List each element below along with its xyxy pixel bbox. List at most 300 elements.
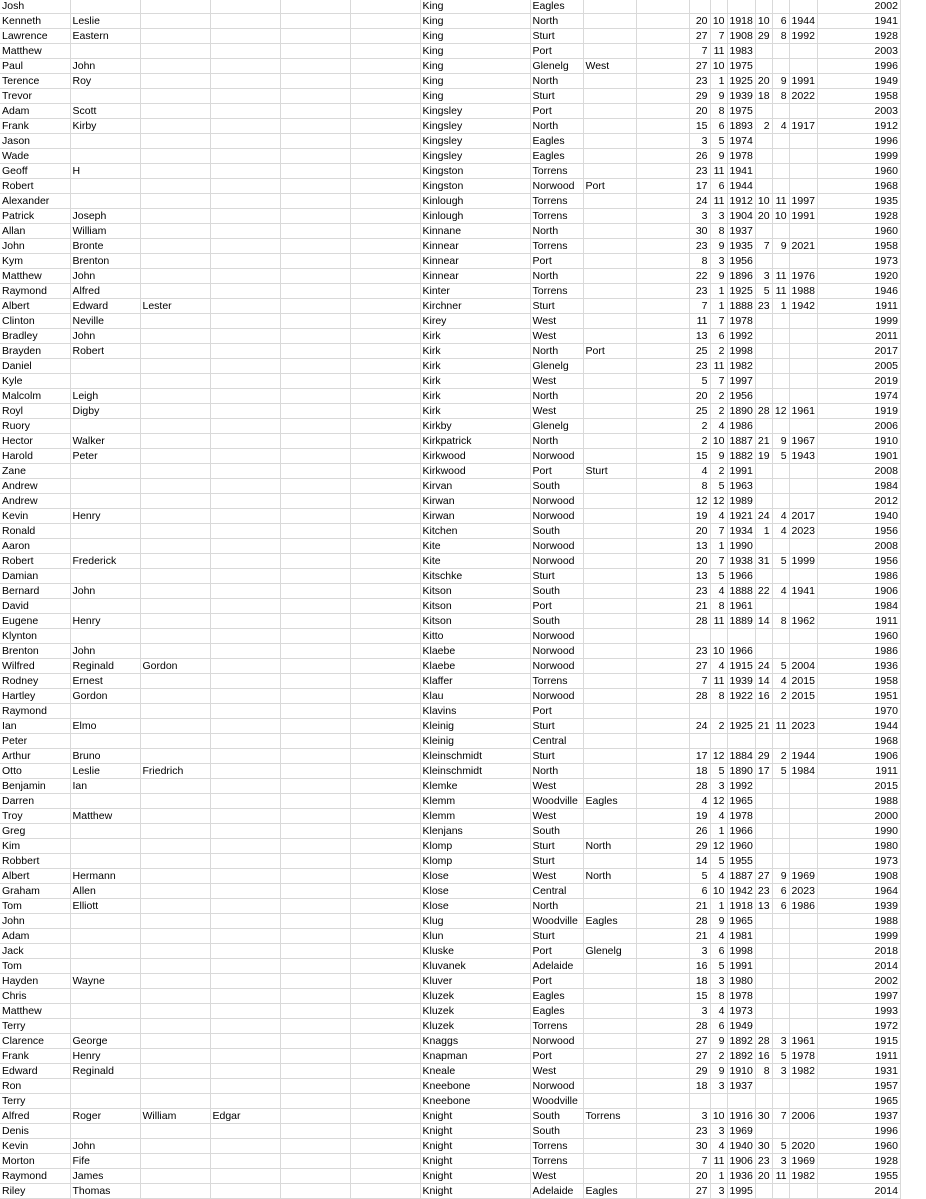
cell-birth-year[interactable]: 1887 <box>727 434 755 449</box>
cell-birth-day[interactable]: 23 <box>689 644 710 659</box>
cell-death-year[interactable]: 1941 <box>789 584 817 599</box>
cell-fourth-name[interactable] <box>210 554 280 569</box>
cell-debut-year[interactable]: 1939 <box>817 899 900 914</box>
cell-second-name[interactable] <box>70 149 140 164</box>
cell-first-name[interactable]: Royl <box>0 404 70 419</box>
cell-empty-col-e[interactable] <box>280 344 350 359</box>
cell-empty-col-e[interactable] <box>280 914 350 929</box>
cell-club-2[interactable] <box>583 254 636 269</box>
cell-birth-day[interactable]: 20 <box>689 554 710 569</box>
cell-death-month[interactable] <box>772 389 789 404</box>
cell-fourth-name[interactable] <box>210 464 280 479</box>
cell-surname[interactable]: Kingston <box>420 164 530 179</box>
cell-death-month[interactable]: 11 <box>772 1169 789 1184</box>
cell-birth-day[interactable]: 27 <box>689 59 710 74</box>
cell-death-day[interactable]: 17 <box>755 764 772 779</box>
cell-club-1[interactable]: Port <box>530 464 583 479</box>
cell-death-day[interactable]: 5 <box>755 284 772 299</box>
cell-death-year[interactable]: 1992 <box>789 29 817 44</box>
cell-fourth-name[interactable] <box>210 974 280 989</box>
cell-death-day[interactable] <box>755 644 772 659</box>
cell-third-name[interactable] <box>140 14 210 29</box>
cell-debut-year[interactable]: 1951 <box>817 689 900 704</box>
cell-birth-month[interactable]: 4 <box>710 929 727 944</box>
cell-club-1[interactable]: Port <box>530 974 583 989</box>
cell-death-day[interactable]: 30 <box>755 1109 772 1124</box>
cell-club-1[interactable]: South <box>530 1124 583 1139</box>
cell-birth-day[interactable]: 13 <box>689 539 710 554</box>
cell-birth-month[interactable]: 6 <box>710 1019 727 1034</box>
cell-empty-col-f[interactable] <box>350 434 420 449</box>
cell-birth-month[interactable]: 3 <box>710 254 727 269</box>
cell-empty-col-e[interactable] <box>280 824 350 839</box>
cell-death-day[interactable] <box>755 59 772 74</box>
cell-surname[interactable]: Kluzek <box>420 1004 530 1019</box>
cell-birth-year[interactable]: 1961 <box>727 599 755 614</box>
cell-fourth-name[interactable] <box>210 644 280 659</box>
cell-club-1[interactable]: Norwood <box>530 539 583 554</box>
cell-empty-col-e[interactable] <box>280 224 350 239</box>
cell-birth-month[interactable]: 11 <box>710 614 727 629</box>
cell-empty-col-e[interactable] <box>280 539 350 554</box>
cell-death-month[interactable] <box>772 164 789 179</box>
cell-death-month[interactable]: 11 <box>772 284 789 299</box>
cell-death-year[interactable]: 1984 <box>789 764 817 779</box>
cell-club-3[interactable] <box>636 1004 689 1019</box>
cell-death-month[interactable] <box>772 734 789 749</box>
cell-birth-day[interactable]: 13 <box>689 329 710 344</box>
cell-surname[interactable]: Kirkwood <box>420 464 530 479</box>
cell-surname[interactable]: Klau <box>420 689 530 704</box>
cell-second-name[interactable]: Joseph <box>70 209 140 224</box>
cell-death-day[interactable]: 19 <box>755 449 772 464</box>
cell-third-name[interactable] <box>140 254 210 269</box>
cell-empty-col-f[interactable] <box>350 584 420 599</box>
cell-club-3[interactable] <box>636 134 689 149</box>
cell-empty-col-f[interactable] <box>350 764 420 779</box>
cell-empty-col-f[interactable] <box>350 194 420 209</box>
cell-birth-year[interactable]: 1939 <box>727 674 755 689</box>
cell-club-3[interactable] <box>636 614 689 629</box>
cell-third-name[interactable] <box>140 1019 210 1034</box>
cell-second-name[interactable]: Scott <box>70 104 140 119</box>
cell-third-name[interactable]: Friedrich <box>140 764 210 779</box>
cell-club-3[interactable] <box>636 1169 689 1184</box>
cell-first-name[interactable]: Otto <box>0 764 70 779</box>
cell-second-name[interactable]: H <box>70 164 140 179</box>
cell-death-month[interactable]: 12 <box>772 404 789 419</box>
cell-birth-month[interactable]: 3 <box>710 974 727 989</box>
cell-birth-month[interactable]: 8 <box>710 104 727 119</box>
cell-club-2[interactable] <box>583 1079 636 1094</box>
cell-third-name[interactable] <box>140 884 210 899</box>
cell-birth-month[interactable]: 4 <box>710 1139 727 1154</box>
cell-fourth-name[interactable] <box>210 944 280 959</box>
cell-birth-year[interactable]: 1965 <box>727 794 755 809</box>
cell-first-name[interactable]: Kim <box>0 839 70 854</box>
cell-club-2[interactable] <box>583 1154 636 1169</box>
cell-first-name[interactable]: Frank <box>0 1049 70 1064</box>
cell-second-name[interactable]: John <box>70 329 140 344</box>
cell-club-3[interactable] <box>636 479 689 494</box>
cell-fourth-name[interactable] <box>210 614 280 629</box>
cell-birth-day[interactable]: 25 <box>689 344 710 359</box>
cell-birth-year[interactable]: 1966 <box>727 824 755 839</box>
cell-surname[interactable]: King <box>420 74 530 89</box>
cell-club-3[interactable] <box>636 599 689 614</box>
cell-empty-col-f[interactable] <box>350 1079 420 1094</box>
cell-empty-col-e[interactable] <box>280 419 350 434</box>
cell-death-day[interactable]: 27 <box>755 869 772 884</box>
cell-death-year[interactable] <box>789 989 817 1004</box>
cell-surname[interactable]: Kirwan <box>420 509 530 524</box>
cell-third-name[interactable] <box>140 419 210 434</box>
cell-empty-col-f[interactable] <box>350 104 420 119</box>
cell-birth-year[interactable]: 1918 <box>727 14 755 29</box>
cell-first-name[interactable]: Raymond <box>0 704 70 719</box>
cell-debut-year[interactable]: 1955 <box>817 1169 900 1184</box>
cell-first-name[interactable]: Riley <box>0 1184 70 1199</box>
cell-birth-year[interactable]: 1916 <box>727 1109 755 1124</box>
cell-birth-day[interactable]: 7 <box>689 1154 710 1169</box>
cell-birth-year[interactable] <box>727 1094 755 1109</box>
cell-death-year[interactable] <box>789 494 817 509</box>
cell-fourth-name[interactable] <box>210 929 280 944</box>
cell-empty-col-e[interactable] <box>280 584 350 599</box>
cell-birth-day[interactable]: 23 <box>689 164 710 179</box>
cell-birth-month[interactable]: 9 <box>710 239 727 254</box>
cell-first-name[interactable]: Clarence <box>0 1034 70 1049</box>
cell-birth-month[interactable]: 12 <box>710 494 727 509</box>
cell-first-name[interactable]: Albert <box>0 869 70 884</box>
cell-empty-col-f[interactable] <box>350 704 420 719</box>
cell-club-1[interactable]: West <box>530 404 583 419</box>
cell-surname[interactable]: Kluzek <box>420 1019 530 1034</box>
cell-death-year[interactable]: 1997 <box>789 194 817 209</box>
cell-death-day[interactable] <box>755 734 772 749</box>
cell-club-1[interactable]: Eagles <box>530 1004 583 1019</box>
cell-death-day[interactable] <box>755 989 772 1004</box>
cell-empty-col-f[interactable] <box>350 209 420 224</box>
cell-birth-year[interactable]: 1978 <box>727 989 755 1004</box>
cell-empty-col-e[interactable] <box>280 1169 350 1184</box>
cell-death-day[interactable] <box>755 839 772 854</box>
cell-second-name[interactable]: Reginald <box>70 659 140 674</box>
cell-surname[interactable]: Knight <box>420 1124 530 1139</box>
cell-second-name[interactable] <box>70 419 140 434</box>
cell-death-year[interactable]: 2015 <box>789 674 817 689</box>
cell-surname[interactable]: Kneebone <box>420 1079 530 1094</box>
cell-fourth-name[interactable] <box>210 1034 280 1049</box>
cell-first-name[interactable]: Rodney <box>0 674 70 689</box>
cell-club-2[interactable] <box>583 1019 636 1034</box>
cell-club-2[interactable] <box>583 824 636 839</box>
cell-third-name[interactable] <box>140 899 210 914</box>
cell-fourth-name[interactable] <box>210 989 280 1004</box>
cell-birth-month[interactable]: 4 <box>710 419 727 434</box>
cell-club-2[interactable] <box>583 614 636 629</box>
cell-second-name[interactable]: Walker <box>70 434 140 449</box>
cell-birth-year[interactable]: 1910 <box>727 1064 755 1079</box>
cell-death-day[interactable] <box>755 539 772 554</box>
cell-empty-col-f[interactable] <box>350 929 420 944</box>
cell-empty-col-f[interactable] <box>350 344 420 359</box>
cell-first-name[interactable]: Chris <box>0 989 70 1004</box>
cell-fourth-name[interactable] <box>210 959 280 974</box>
cell-death-year[interactable] <box>789 959 817 974</box>
cell-birth-day[interactable]: 5 <box>689 869 710 884</box>
cell-birth-day[interactable]: 16 <box>689 959 710 974</box>
cell-birth-year[interactable]: 1949 <box>727 1019 755 1034</box>
cell-club-2[interactable] <box>583 209 636 224</box>
cell-club-3[interactable] <box>636 704 689 719</box>
cell-third-name[interactable] <box>140 344 210 359</box>
cell-birth-month[interactable]: 11 <box>710 359 727 374</box>
cell-fourth-name[interactable] <box>210 164 280 179</box>
cell-birth-day[interactable]: 26 <box>689 824 710 839</box>
cell-surname[interactable]: Kneale <box>420 1064 530 1079</box>
cell-death-day[interactable] <box>755 359 772 374</box>
cell-club-1[interactable]: West <box>530 809 583 824</box>
cell-empty-col-e[interactable] <box>280 1154 350 1169</box>
cell-third-name[interactable] <box>140 464 210 479</box>
cell-birth-month[interactable]: 9 <box>710 1034 727 1049</box>
cell-second-name[interactable] <box>70 464 140 479</box>
cell-empty-col-f[interactable] <box>350 14 420 29</box>
cell-surname[interactable]: Kitson <box>420 599 530 614</box>
cell-birth-year[interactable]: 1992 <box>727 329 755 344</box>
cell-first-name[interactable]: Hayden <box>0 974 70 989</box>
cell-birth-month[interactable]: 6 <box>710 179 727 194</box>
cell-first-name[interactable]: Matthew <box>0 1004 70 1019</box>
cell-club-1[interactable]: Norwood <box>530 644 583 659</box>
cell-death-day[interactable] <box>755 599 772 614</box>
cell-empty-col-f[interactable] <box>350 1169 420 1184</box>
cell-empty-col-e[interactable] <box>280 194 350 209</box>
cell-death-month[interactable] <box>772 959 789 974</box>
cell-empty-col-e[interactable] <box>280 479 350 494</box>
cell-birth-year[interactable]: 1942 <box>727 884 755 899</box>
cell-empty-col-e[interactable] <box>280 179 350 194</box>
cell-surname[interactable]: Kitson <box>420 614 530 629</box>
cell-fourth-name[interactable] <box>210 1094 280 1109</box>
cell-club-3[interactable] <box>636 1094 689 1109</box>
cell-death-month[interactable]: 4 <box>772 674 789 689</box>
cell-club-3[interactable] <box>636 524 689 539</box>
cell-empty-col-f[interactable] <box>350 989 420 1004</box>
cell-birth-day[interactable]: 23 <box>689 284 710 299</box>
cell-surname[interactable]: Knight <box>420 1169 530 1184</box>
cell-surname[interactable]: Klug <box>420 914 530 929</box>
cell-third-name[interactable] <box>140 164 210 179</box>
cell-surname[interactable]: Kitson <box>420 584 530 599</box>
cell-first-name[interactable]: David <box>0 599 70 614</box>
cell-debut-year[interactable]: 1944 <box>817 719 900 734</box>
cell-club-2[interactable] <box>583 689 636 704</box>
cell-empty-col-e[interactable] <box>280 1109 350 1124</box>
cell-death-month[interactable] <box>772 599 789 614</box>
cell-birth-month[interactable] <box>710 734 727 749</box>
cell-club-1[interactable]: Torrens <box>530 284 583 299</box>
cell-birth-month[interactable]: 4 <box>710 1004 727 1019</box>
cell-death-day[interactable]: 21 <box>755 434 772 449</box>
cell-surname[interactable]: Kingsley <box>420 134 530 149</box>
cell-debut-year[interactable]: 2012 <box>817 494 900 509</box>
cell-third-name[interactable] <box>140 959 210 974</box>
cell-club-3[interactable] <box>636 29 689 44</box>
cell-first-name[interactable]: Aaron <box>0 539 70 554</box>
cell-surname[interactable]: Kleinschmidt <box>420 764 530 779</box>
cell-club-2[interactable] <box>583 974 636 989</box>
cell-club-1[interactable]: Torrens <box>530 239 583 254</box>
cell-birth-year[interactable]: 1980 <box>727 974 755 989</box>
cell-birth-month[interactable]: 2 <box>710 464 727 479</box>
cell-club-2[interactable] <box>583 164 636 179</box>
cell-debut-year[interactable]: 1960 <box>817 629 900 644</box>
cell-empty-col-e[interactable] <box>280 74 350 89</box>
cell-birth-year[interactable]: 1966 <box>727 569 755 584</box>
cell-surname[interactable]: Kneebone <box>420 1094 530 1109</box>
cell-empty-col-e[interactable] <box>280 719 350 734</box>
cell-birth-year[interactable]: 1887 <box>727 869 755 884</box>
cell-birth-year[interactable]: 1991 <box>727 464 755 479</box>
cell-club-1[interactable]: Sturt <box>530 29 583 44</box>
cell-fourth-name[interactable] <box>210 134 280 149</box>
cell-club-1[interactable]: Sturt <box>530 89 583 104</box>
cell-fourth-name[interactable] <box>210 584 280 599</box>
cell-death-day[interactable]: 29 <box>755 749 772 764</box>
cell-birth-year[interactable] <box>727 704 755 719</box>
cell-first-name[interactable]: Kenneth <box>0 14 70 29</box>
cell-death-month[interactable] <box>772 134 789 149</box>
cell-debut-year[interactable]: 1957 <box>817 1079 900 1094</box>
cell-birth-year[interactable]: 1925 <box>727 284 755 299</box>
cell-empty-col-f[interactable] <box>350 944 420 959</box>
cell-death-month[interactable]: 4 <box>772 584 789 599</box>
cell-death-month[interactable] <box>772 704 789 719</box>
cell-surname[interactable]: Klavins <box>420 704 530 719</box>
cell-second-name[interactable]: Brenton <box>70 254 140 269</box>
cell-birth-day[interactable]: 7 <box>689 44 710 59</box>
cell-second-name[interactable] <box>70 929 140 944</box>
cell-birth-day[interactable]: 27 <box>689 1049 710 1064</box>
cell-birth-day[interactable]: 27 <box>689 29 710 44</box>
cell-first-name[interactable]: Jack <box>0 944 70 959</box>
cell-death-day[interactable] <box>755 134 772 149</box>
cell-fourth-name[interactable] <box>210 509 280 524</box>
cell-surname[interactable]: Kite <box>420 539 530 554</box>
cell-fourth-name[interactable] <box>210 854 280 869</box>
cell-debut-year[interactable]: 1973 <box>817 854 900 869</box>
cell-club-3[interactable] <box>636 359 689 374</box>
cell-surname[interactable]: Klose <box>420 869 530 884</box>
cell-first-name[interactable]: Bradley <box>0 329 70 344</box>
cell-club-2[interactable] <box>583 239 636 254</box>
cell-empty-col-e[interactable] <box>280 14 350 29</box>
cell-debut-year[interactable]: 1968 <box>817 179 900 194</box>
cell-third-name[interactable] <box>140 749 210 764</box>
cell-death-day[interactable]: 14 <box>755 614 772 629</box>
cell-birth-month[interactable]: 3 <box>710 779 727 794</box>
cell-birth-month[interactable]: 8 <box>710 224 727 239</box>
cell-fourth-name[interactable] <box>210 764 280 779</box>
cell-club-1[interactable]: West <box>530 374 583 389</box>
cell-surname[interactable]: Kirk <box>420 374 530 389</box>
cell-death-day[interactable] <box>755 44 772 59</box>
cell-birth-year[interactable]: 1944 <box>727 179 755 194</box>
cell-empty-col-e[interactable] <box>280 119 350 134</box>
cell-birth-year[interactable]: 1978 <box>727 149 755 164</box>
cell-surname[interactable]: Kluzek <box>420 989 530 1004</box>
cell-empty-col-f[interactable] <box>350 539 420 554</box>
cell-death-day[interactable] <box>755 974 772 989</box>
cell-fourth-name[interactable] <box>210 1124 280 1139</box>
cell-birth-month[interactable]: 12 <box>710 749 727 764</box>
cell-empty-col-f[interactable] <box>350 749 420 764</box>
cell-club-2[interactable] <box>583 449 636 464</box>
cell-second-name[interactable] <box>70 89 140 104</box>
cell-third-name[interactable] <box>140 329 210 344</box>
cell-death-day[interactable]: 31 <box>755 554 772 569</box>
cell-empty-col-f[interactable] <box>350 239 420 254</box>
cell-birth-year[interactable]: 1935 <box>727 239 755 254</box>
cell-second-name[interactable]: George <box>70 1034 140 1049</box>
cell-club-1[interactable]: West <box>530 1064 583 1079</box>
cell-birth-month[interactable]: 8 <box>710 689 727 704</box>
cell-club-1[interactable]: Torrens <box>530 1139 583 1154</box>
cell-fourth-name[interactable] <box>210 749 280 764</box>
cell-fourth-name[interactable] <box>210 704 280 719</box>
cell-debut-year[interactable]: 1984 <box>817 479 900 494</box>
cell-fourth-name[interactable] <box>210 1064 280 1079</box>
cell-club-3[interactable] <box>636 659 689 674</box>
cell-death-month[interactable]: 5 <box>772 449 789 464</box>
cell-death-day[interactable]: 10 <box>755 194 772 209</box>
cell-death-day[interactable] <box>755 569 772 584</box>
cell-birth-day[interactable] <box>689 734 710 749</box>
cell-club-2[interactable] <box>583 1139 636 1154</box>
cell-first-name[interactable]: Lawrence <box>0 29 70 44</box>
cell-fourth-name[interactable] <box>210 1139 280 1154</box>
cell-empty-col-f[interactable] <box>350 419 420 434</box>
cell-first-name[interactable]: Clinton <box>0 314 70 329</box>
cell-empty-col-e[interactable] <box>280 1139 350 1154</box>
cell-empty-col-f[interactable] <box>350 554 420 569</box>
cell-club-2[interactable]: Eagles <box>583 914 636 929</box>
cell-fourth-name[interactable] <box>210 494 280 509</box>
cell-debut-year[interactable]: 1935 <box>817 194 900 209</box>
cell-club-1[interactable]: Norwood <box>530 689 583 704</box>
cell-birth-day[interactable]: 21 <box>689 599 710 614</box>
cell-death-month[interactable]: 4 <box>772 509 789 524</box>
cell-empty-col-f[interactable] <box>350 854 420 869</box>
cell-club-2[interactable] <box>583 224 636 239</box>
cell-birth-month[interactable]: 9 <box>710 89 727 104</box>
cell-first-name[interactable]: Arthur <box>0 749 70 764</box>
cell-birth-month[interactable]: 3 <box>710 1124 727 1139</box>
cell-club-1[interactable]: North <box>530 224 583 239</box>
cell-club-1[interactable]: North <box>530 389 583 404</box>
cell-fourth-name[interactable] <box>210 419 280 434</box>
cell-empty-col-f[interactable] <box>350 119 420 134</box>
cell-birth-month[interactable]: 6 <box>710 119 727 134</box>
cell-third-name[interactable] <box>140 74 210 89</box>
cell-empty-col-f[interactable] <box>350 314 420 329</box>
cell-death-year[interactable]: 1969 <box>789 1154 817 1169</box>
cell-debut-year[interactable]: 1960 <box>817 224 900 239</box>
cell-debut-year[interactable]: 2011 <box>817 329 900 344</box>
cell-club-3[interactable] <box>636 854 689 869</box>
